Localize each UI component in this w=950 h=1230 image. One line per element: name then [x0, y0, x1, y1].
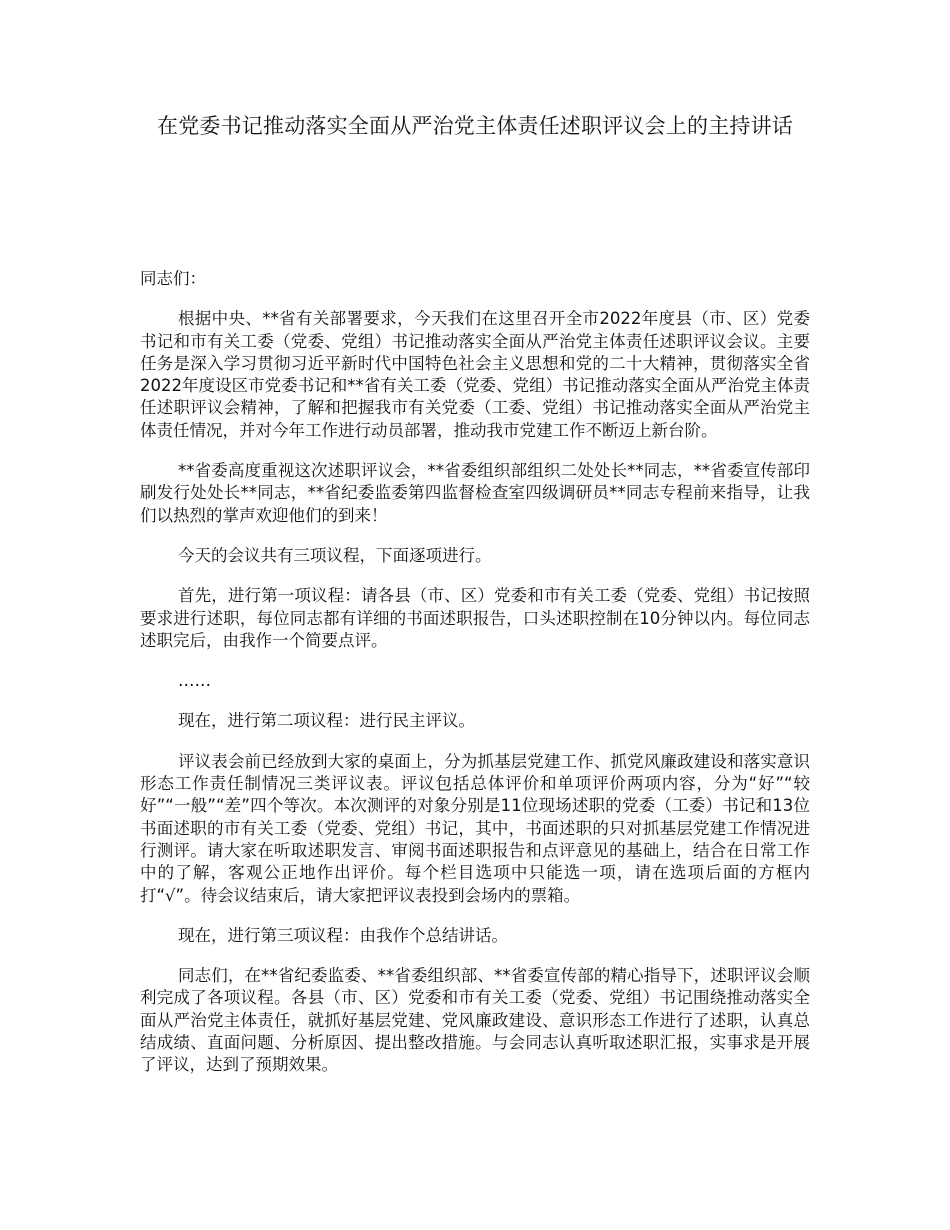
greeting: 同志们：: [140, 269, 206, 288]
document-body: [140, 268, 810, 1095]
paragraph-summary: 同志们，在**省纪委监委、**省委组织部、**省委宣传部的精心指导下，述职评议会顺利完成了各项议程。各县（市、区）党委和市有关工委（党委、党组）书记围绕推动落实全面从严治党主体责任，就抓好基层党建、党风廉政建设、意识形态工作进行了述职，认真总结成绩、直面问题、分析原因、提出整改措施。与会同志认真听取述职汇报，实事求是开展了评议，达到了预期效果。: [140, 966, 810, 1075]
paragraph-evaluation-instructions: 评议表会前已经放到大家的桌面上，分为抓基层党建工作、抓党风廉政建设和落实意识形态工作责任制情况三类评议表。评议包括总体评价和单项评价两项内容，分为“好”“较好”“一般”“差”四个等次。本次测评的对象分别是11位现场述职的党委（工委）书记和13位书面述职的市有关工委（党委、党组）书记，其中，书面述职的只对抓基层党建工作情况进行测评。请大家在听取述职发言、审阅书面述职报告和点评意见的基础上，结合在日常工作中的了解，客观公正地作出评价。每个栏目选项中只能选一项，请在选项后面的方框内打“√”。待会议结束后，请大家把评议表投到会场内的票箱。: [140, 751, 810, 905]
document-title: 在党委书记推动落实全面从严治党主体责任述职评议会上的主持讲话: [157, 114, 793, 138]
paragraph-ellipsis: ……: [177, 671, 211, 691]
paragraph-agenda-item-3: 现在，进行第三项议程：由我作个总结讲话。: [177, 925, 508, 945]
paragraph-agenda-item-1: 首先，进行第一项议程：请各县（市、区）党委和市有关工委（党委、党组）书记按照要求进行述职，每位同志都有详细的书面述职报告，口头述职控制在10分钟以内。每位同志述职完后，由我作一个简要点评。: [140, 586, 810, 650]
paragraph-agenda-item-2: 现在，进行第二项议程：进行民主评议。: [177, 711, 475, 731]
paragraph-welcome-guests: **省委高度重视这次述职评议会，**省委组织部组织二处处长**同志，**省委宣传部印刷发行处处长**同志，**省纪委监委第四监督检查室四级调研员**同志专程前来指导，让我们以热烈的掌声欢迎他们的到来！: [140, 461, 810, 525]
paragraph-agenda-overview: 今天的会议共有三项议程，下面逐项进行。: [177, 545, 492, 565]
paragraph-opening: 根据中央、**省有关部署要求，今天我们在这里召开全市2022年度县（市、区）党委书记和市有关工委（党委、党组）书记推动落实全面从严治党主体责任述职评议会议。主要任务是深入学习贯彻习近平新时代中国特色社会主义思想和党的二十大精神，贯彻落实全省2022年度设区市党委书记和**省有关工委（党委、党组）书记推动落实全面从严治党主体责任述职评议会精神，了解和把握我市有关党委（工委、党组）书记推动落实全面从严治党主体责任情况，并对今年工作进行动员部署，推动我市党建工作不断迈上新台阶。: [140, 309, 810, 440]
